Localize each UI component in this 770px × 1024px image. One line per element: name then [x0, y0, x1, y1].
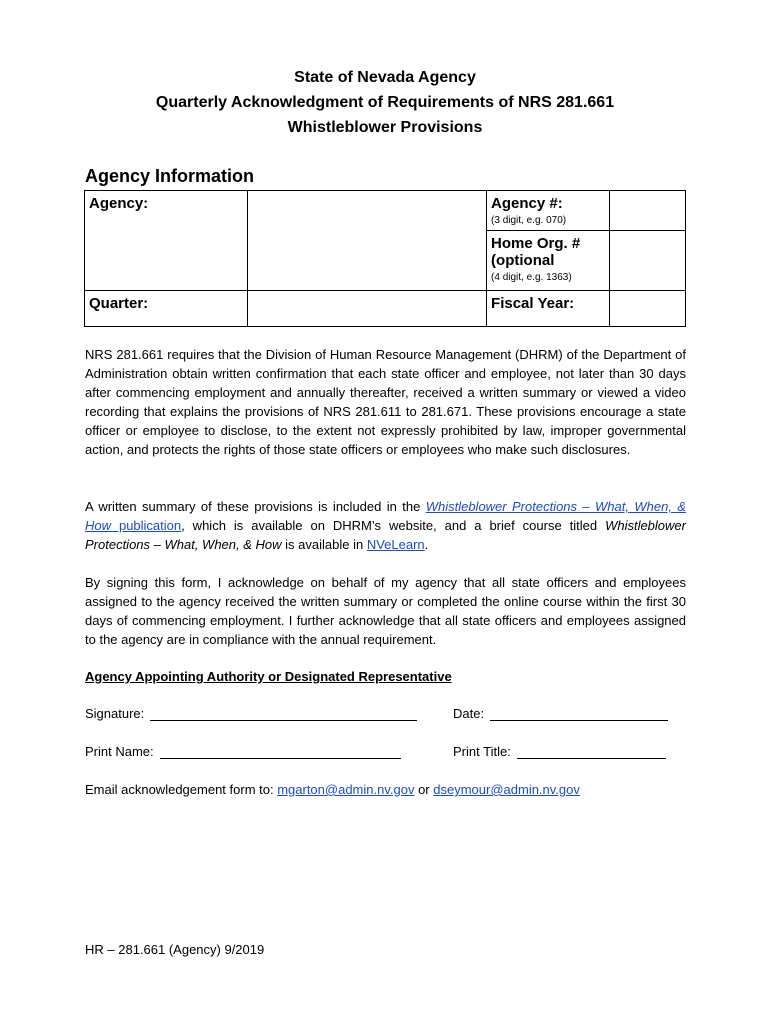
home-org-label-1: Home Org. # — [491, 235, 581, 252]
agency-information-heading: Agency Information — [85, 166, 255, 186]
date-line[interactable] — [490, 708, 668, 721]
agency-info-table — [84, 190, 686, 327]
email-or: or — [414, 782, 434, 797]
signature-row — [85, 706, 417, 721]
agency-num-label: Agency #: — [491, 195, 563, 212]
agency-label: Agency: — [89, 195, 149, 212]
p2-text-d: . — [424, 537, 429, 552]
p2-text-c: is available in — [281, 537, 367, 552]
email-instructions — [85, 782, 580, 797]
quarter-label-cell — [85, 291, 248, 327]
signature-line[interactable] — [150, 708, 417, 721]
p2-text-b: , which is available on DHRM’s website, and a brief course titled — [181, 518, 606, 533]
agency-label-cell — [85, 191, 248, 291]
home-org-label-cell — [487, 231, 610, 291]
p2-link-tail: publication — [111, 518, 182, 533]
email-prefix: Email acknowledgement form to: — [85, 782, 278, 797]
signature-label: Signature: — [85, 706, 145, 721]
paragraph-written-summary — [85, 497, 686, 554]
email-link-dseymour[interactable]: dseymour@admin.nv.gov — [433, 782, 580, 797]
title-line-3: Whistleblower Provisions — [287, 119, 483, 136]
date-row — [453, 706, 668, 721]
fiscal-year-field[interactable] — [609, 291, 685, 327]
p2-link-italic: Whistleblower Protections – What, When, & How — [85, 499, 686, 533]
print-title-label: Print Title: — [453, 744, 511, 759]
paragraph-nrs-requirements: NRS 281.661 requires that the Division of Human Resource Management (DHRM) of the Department of Administration obtain written confirmation that each state officer and employee, not later than 30 days after commencing employment and annually thereafter, received a written summary or viewed a video recording that explains the provisions of NRS 281.611 to 281.671. These provisions encourage a state officer or employee to disclose, to the extent not expressly prohibited by law, improper governmental action, and protects the rights of those state officers or employees who make such disclosures. — [85, 347, 686, 457]
print-title-line[interactable] — [517, 746, 666, 759]
home-org-label-2: (optional — [491, 252, 555, 269]
agency-num-field[interactable] — [609, 191, 685, 231]
home-org-field[interactable] — [609, 231, 685, 291]
agency-num-hint: (3 digit, e.g. 070) — [491, 215, 567, 226]
p2-course-title: Whistleblower Protections – What, When, & How — [85, 518, 686, 552]
home-org-hint: (4 digit, e.g. 1363) — [491, 272, 572, 283]
quarter-label: Quarter: — [89, 295, 149, 312]
paragraph-acknowledgement: By signing this form, I acknowledge on behalf of my agency that all state officers and employees assigned to the agency received the written summary or completed the online course within the first 30 days of commencing employment. I further acknowledge that all state officers and employees assigned to the agency are in compliance with the annual requirement. — [85, 575, 686, 647]
print-title-row — [453, 744, 666, 759]
nvelearn-link[interactable]: NVeLearn — [366, 537, 425, 552]
fiscal-year-label-cell — [487, 291, 610, 327]
quarter-field[interactable] — [248, 291, 487, 327]
signature-section-heading: Agency Appointing Authority or Designated Representative — [85, 669, 452, 684]
print-name-row — [85, 744, 401, 759]
p2-text-a: A written summary of these provisions is included in the — [85, 499, 426, 514]
agency-num-label-cell — [487, 191, 610, 231]
print-name-label: Print Name: — [85, 744, 154, 759]
email-link-mgarton[interactable]: mgarton@admin.nv.gov — [277, 782, 415, 797]
agency-field[interactable] — [248, 191, 487, 291]
title-line-1: State of Nevada Agency — [294, 69, 476, 86]
form-footer: HR – 281.661 (Agency) 9/2019 — [85, 942, 265, 957]
date-label: Date: — [453, 706, 485, 721]
title-line-2: Quarterly Acknowledgment of Requirements of NRS 281.661 — [155, 94, 615, 111]
print-name-line[interactable] — [160, 746, 401, 759]
fiscal-year-label: Fiscal Year: — [491, 295, 575, 312]
document-title — [0, 65, 770, 140]
